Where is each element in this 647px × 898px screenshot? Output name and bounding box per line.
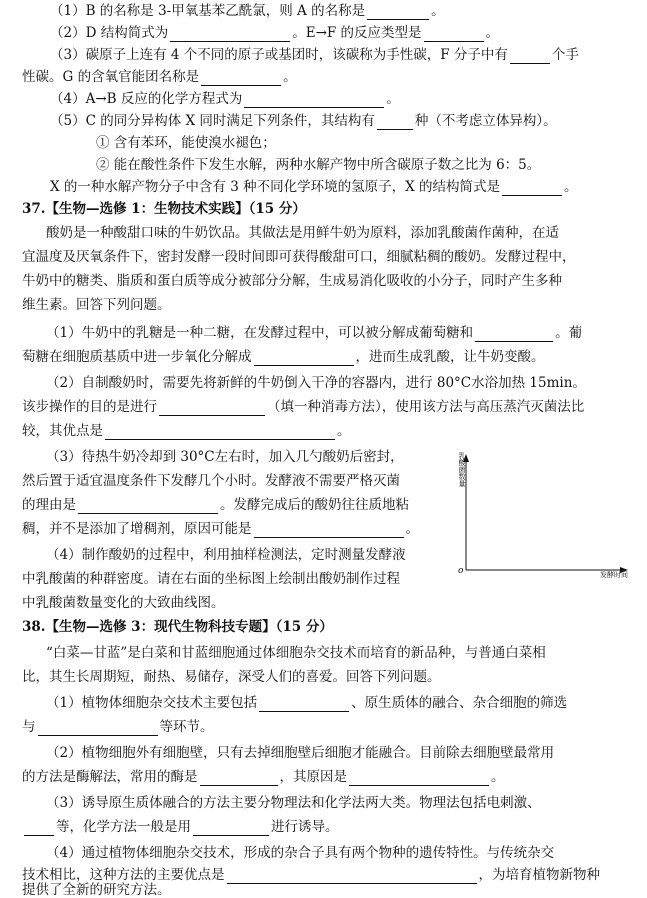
q36-condition-2: ② 能在酸性条件下发生水解，两种水解产物中所含碳原子数之比为 6：5。 bbox=[96, 157, 541, 173]
q37-sub-2-text-c: （填一种消毒方法），使用该方法与高压蒸汽灭菌法比 bbox=[267, 399, 585, 415]
q38-sub-1-cont bbox=[22, 718, 214, 736]
q36-part-3-text: （3）碳原子上连有 4 个不同的原子或基团时，该碳称为手性碳，F 分子中有 bbox=[50, 47, 508, 63]
q36-part-3-text-c: 性碳。G 的含氧官能团名称是 bbox=[22, 69, 200, 85]
q36-condition-1: ① 含有苯环，能使溴水褪色； bbox=[96, 135, 276, 151]
answer-blank[interactable] bbox=[200, 771, 278, 786]
q38-sub-4-cont2: 提供了全新的研究方法。 bbox=[22, 882, 171, 898]
q37-sub-3-text-c: 的理由是 bbox=[22, 497, 76, 513]
q37-intro-line: 维生素。回答下列问题。 bbox=[22, 297, 171, 313]
q36-part-6-text: X 的一种水解产物分子中含有 3 种不同化学环境的氢原子，X 的结构简式是 bbox=[50, 179, 500, 195]
q37-sub-2-text-d: 较，其优点是 bbox=[22, 423, 103, 439]
q37-sub-1-text-b: 。葡 bbox=[555, 325, 583, 341]
graph-origin-label: o bbox=[458, 566, 464, 576]
answer-blank[interactable] bbox=[259, 697, 349, 712]
q36-line-1: （1）B 的名称是 3-甲氧基苯乙酰氯，则 A 的名称是 。 bbox=[50, 3, 445, 19]
q38-sub-2-cont: 的方法是酶解法，常用的酶是 ，其原因是 。 bbox=[22, 769, 505, 785]
q36-line-6: X 的一种水解产物分子中含有 3 种不同化学环境的氢原子，X 的结构简式是 。 bbox=[50, 179, 578, 195]
answer-blank[interactable] bbox=[201, 71, 281, 86]
q38-sub-3-text-b: 等，化学方法一般是用 bbox=[56, 819, 191, 835]
q38-sub-4-text-b: 技术相比，这种方法的主要优点是 bbox=[22, 867, 225, 883]
answer-blank[interactable] bbox=[159, 401, 265, 416]
q36-line-4: （4）A→B 反应的化学方程式为 。 bbox=[50, 91, 400, 107]
answer-blank[interactable] bbox=[349, 771, 489, 786]
q38-sub-2-text-b: 的方法是酶解法，常用的酶是 bbox=[22, 769, 198, 785]
q36-part-2-text-b: 。E→F 的反应类型是 bbox=[292, 25, 422, 41]
q38-sub-1-text-b: 、原生质体的融合、杂合细胞的筛选 bbox=[351, 695, 568, 711]
q38-intro-line: 比，其生长周期短，耐热、易储存，深受人们的喜爱。回答下列问题。 bbox=[22, 669, 441, 685]
q37-sub-4-cont: 中乳酸菌的种群密度。请在右面的坐标图上绘制出酸奶制作过程 bbox=[22, 571, 400, 587]
q37-intro-line: 宜温度及厌氧条件下，密封发酵一段时间即可获得酸甜可口，细腻粘稠的酸奶。发酵过程中， bbox=[22, 249, 576, 265]
q38-sub-2: （2）植物细胞外有细胞壁，只有去掉细胞壁后细胞才能融合。目前除去细胞壁最常用 bbox=[46, 745, 555, 761]
answer-blank[interactable] bbox=[244, 93, 384, 108]
q38-sub-1 bbox=[46, 694, 567, 712]
q37-sub-1-text: （1）牛奶中的乳糖是一种二糖，在发酵过程中，可以被分解成葡萄糖和 bbox=[46, 325, 474, 341]
graph-y-axis-label: 乳酸菌数量 bbox=[458, 452, 466, 487]
q37-sub-1-text-d: ，进而生成乳酸，让牛奶变酸。 bbox=[355, 349, 545, 365]
q36-line-2: （2）D 结构简式为 。E→F 的反应类型是 。 bbox=[50, 25, 500, 41]
q38-sub-3: （3）诱导原生质体融合的方法主要分物理法和化学法两大类。物理法包括电刺激、 bbox=[46, 795, 541, 811]
q37-sub-2-text-b: 该步操作的目的是进行 bbox=[22, 399, 157, 415]
graph-x-axis-label: 发酵时间 bbox=[600, 571, 628, 579]
q37-sub-3-cont2 bbox=[22, 496, 409, 514]
q37-sub-3: （3）待热牛奶冷却到 30°C左右时，加入几勺酸奶后密封， bbox=[46, 449, 404, 465]
q37-sub-1-text-c: 萄糖在细胞质基质中进一步氧化分解成 bbox=[22, 349, 252, 365]
answer-blank[interactable] bbox=[78, 499, 218, 514]
q38-sub-4: （4）通过植物体细胞杂交技术，形成的杂合子具有两个物种的遗传特性。与传统杂交 bbox=[46, 845, 555, 861]
q38-sub-3-text-c: 进行诱导。 bbox=[271, 819, 339, 835]
answer-blank[interactable] bbox=[424, 27, 484, 42]
q37-intro-line: 酸奶是一种酸甜口味的牛奶饮品。其做法是用鲜牛奶为原料，添加乳酸菌作菌种，在适 bbox=[46, 225, 559, 241]
q38-sub-1-text-c: 与 bbox=[22, 719, 36, 735]
q37-sub-3-text-e: 稠，并不是添加了增稠剂，原因可能是 bbox=[22, 521, 252, 537]
q37-sub-3-text-d: 。发酵完成后的酸奶往往质地粘 bbox=[220, 497, 409, 513]
answer-blank[interactable] bbox=[38, 721, 158, 736]
answer-blank[interactable] bbox=[254, 351, 354, 366]
q37-header: 37.【生物—选修 1：生物技术实践】（15 分） bbox=[22, 201, 306, 217]
answer-blank[interactable] bbox=[105, 425, 335, 440]
q37-sub-2-cont bbox=[22, 398, 584, 416]
answer-blank[interactable] bbox=[24, 821, 54, 836]
q36-part-3-text-b: 个手 bbox=[551, 47, 579, 63]
q37-sub-1 bbox=[46, 324, 582, 342]
q37-sub-2: （2）自制酸奶时，需要先将新鲜的牛奶倒入干净的容器内，进行 80°C水浴加热 15min。 bbox=[46, 375, 586, 391]
q38-sub-4-text-c: ，为培育植物新物种 bbox=[478, 867, 600, 883]
blank-coordinate-graph[interactable] bbox=[452, 450, 632, 580]
q37-sub-3-cont: 然后置于适宜温度条件下发酵几个小时。发酵液不需要严格灭菌 bbox=[22, 473, 400, 489]
q36-part-5-text-b: 种（不考虑立体异构）。 bbox=[414, 113, 557, 129]
answer-blank[interactable] bbox=[193, 821, 269, 836]
q38-sub-3-cont bbox=[22, 818, 339, 836]
q36-line-3 bbox=[50, 46, 579, 64]
q38-header: 38.【生物—选修 3：现代生物科技专题】（15 分） bbox=[22, 619, 333, 635]
q37-sub-1-cont bbox=[22, 348, 545, 366]
q37-sub-4: （4）制作酸奶的过程中，利用抽样检测法，定时测量发酵液 bbox=[46, 547, 406, 563]
q38-sub-2-text-c: ，其原因是 bbox=[279, 769, 347, 785]
answer-blank[interactable] bbox=[510, 49, 550, 64]
q37-sub-2-cont2: 较，其优点是 。 bbox=[22, 423, 351, 439]
q37-sub-4-cont2: 中乳酸菌数量变化的大致曲线图。 bbox=[22, 595, 225, 611]
q37-intro-line: 牛奶中的糖类、脂质和蛋白质等成分被部分分解，生成易消化吸收的小分子，同时产生多种 bbox=[22, 273, 562, 289]
q38-sub-1-text-d: 等环节。 bbox=[159, 719, 214, 735]
answer-blank[interactable] bbox=[377, 115, 413, 130]
q36-line-3b: 性碳。G 的含氧官能团名称是 。 bbox=[22, 69, 297, 85]
q38-sub-1-text: （1）植物体细胞杂交技术主要包括 bbox=[46, 695, 258, 711]
q36-part-1-text: （1）B 的名称是 3-甲氧基苯乙酰氯，则 A 的名称是 bbox=[50, 3, 366, 19]
answer-blank[interactable] bbox=[227, 869, 477, 884]
answer-blank[interactable] bbox=[367, 5, 429, 20]
answer-blank[interactable] bbox=[170, 27, 290, 42]
q38-intro-line: “白菜—甘蓝”是白菜和甘蓝细胞通过体细胞杂交技术而培育的新品种，与普通白菜相 bbox=[46, 645, 546, 661]
answer-blank[interactable] bbox=[502, 181, 562, 196]
q36-part-2-text: （2）D 结构简式为 bbox=[50, 25, 169, 41]
q36-part-4-text: （4）A→B 反应的化学方程式为 bbox=[50, 91, 243, 107]
answer-blank[interactable] bbox=[254, 523, 404, 538]
q36-line-5 bbox=[50, 112, 557, 130]
q36-part-5-text: （5）C 的同分异构体 X 同时满足下列条件，其结构有 bbox=[50, 113, 375, 129]
graph-axes bbox=[452, 450, 632, 580]
answer-blank[interactable] bbox=[475, 327, 553, 342]
q37-sub-3-cont3: 稠，并不是添加了增稠剂，原因可能是 。 bbox=[22, 521, 419, 537]
